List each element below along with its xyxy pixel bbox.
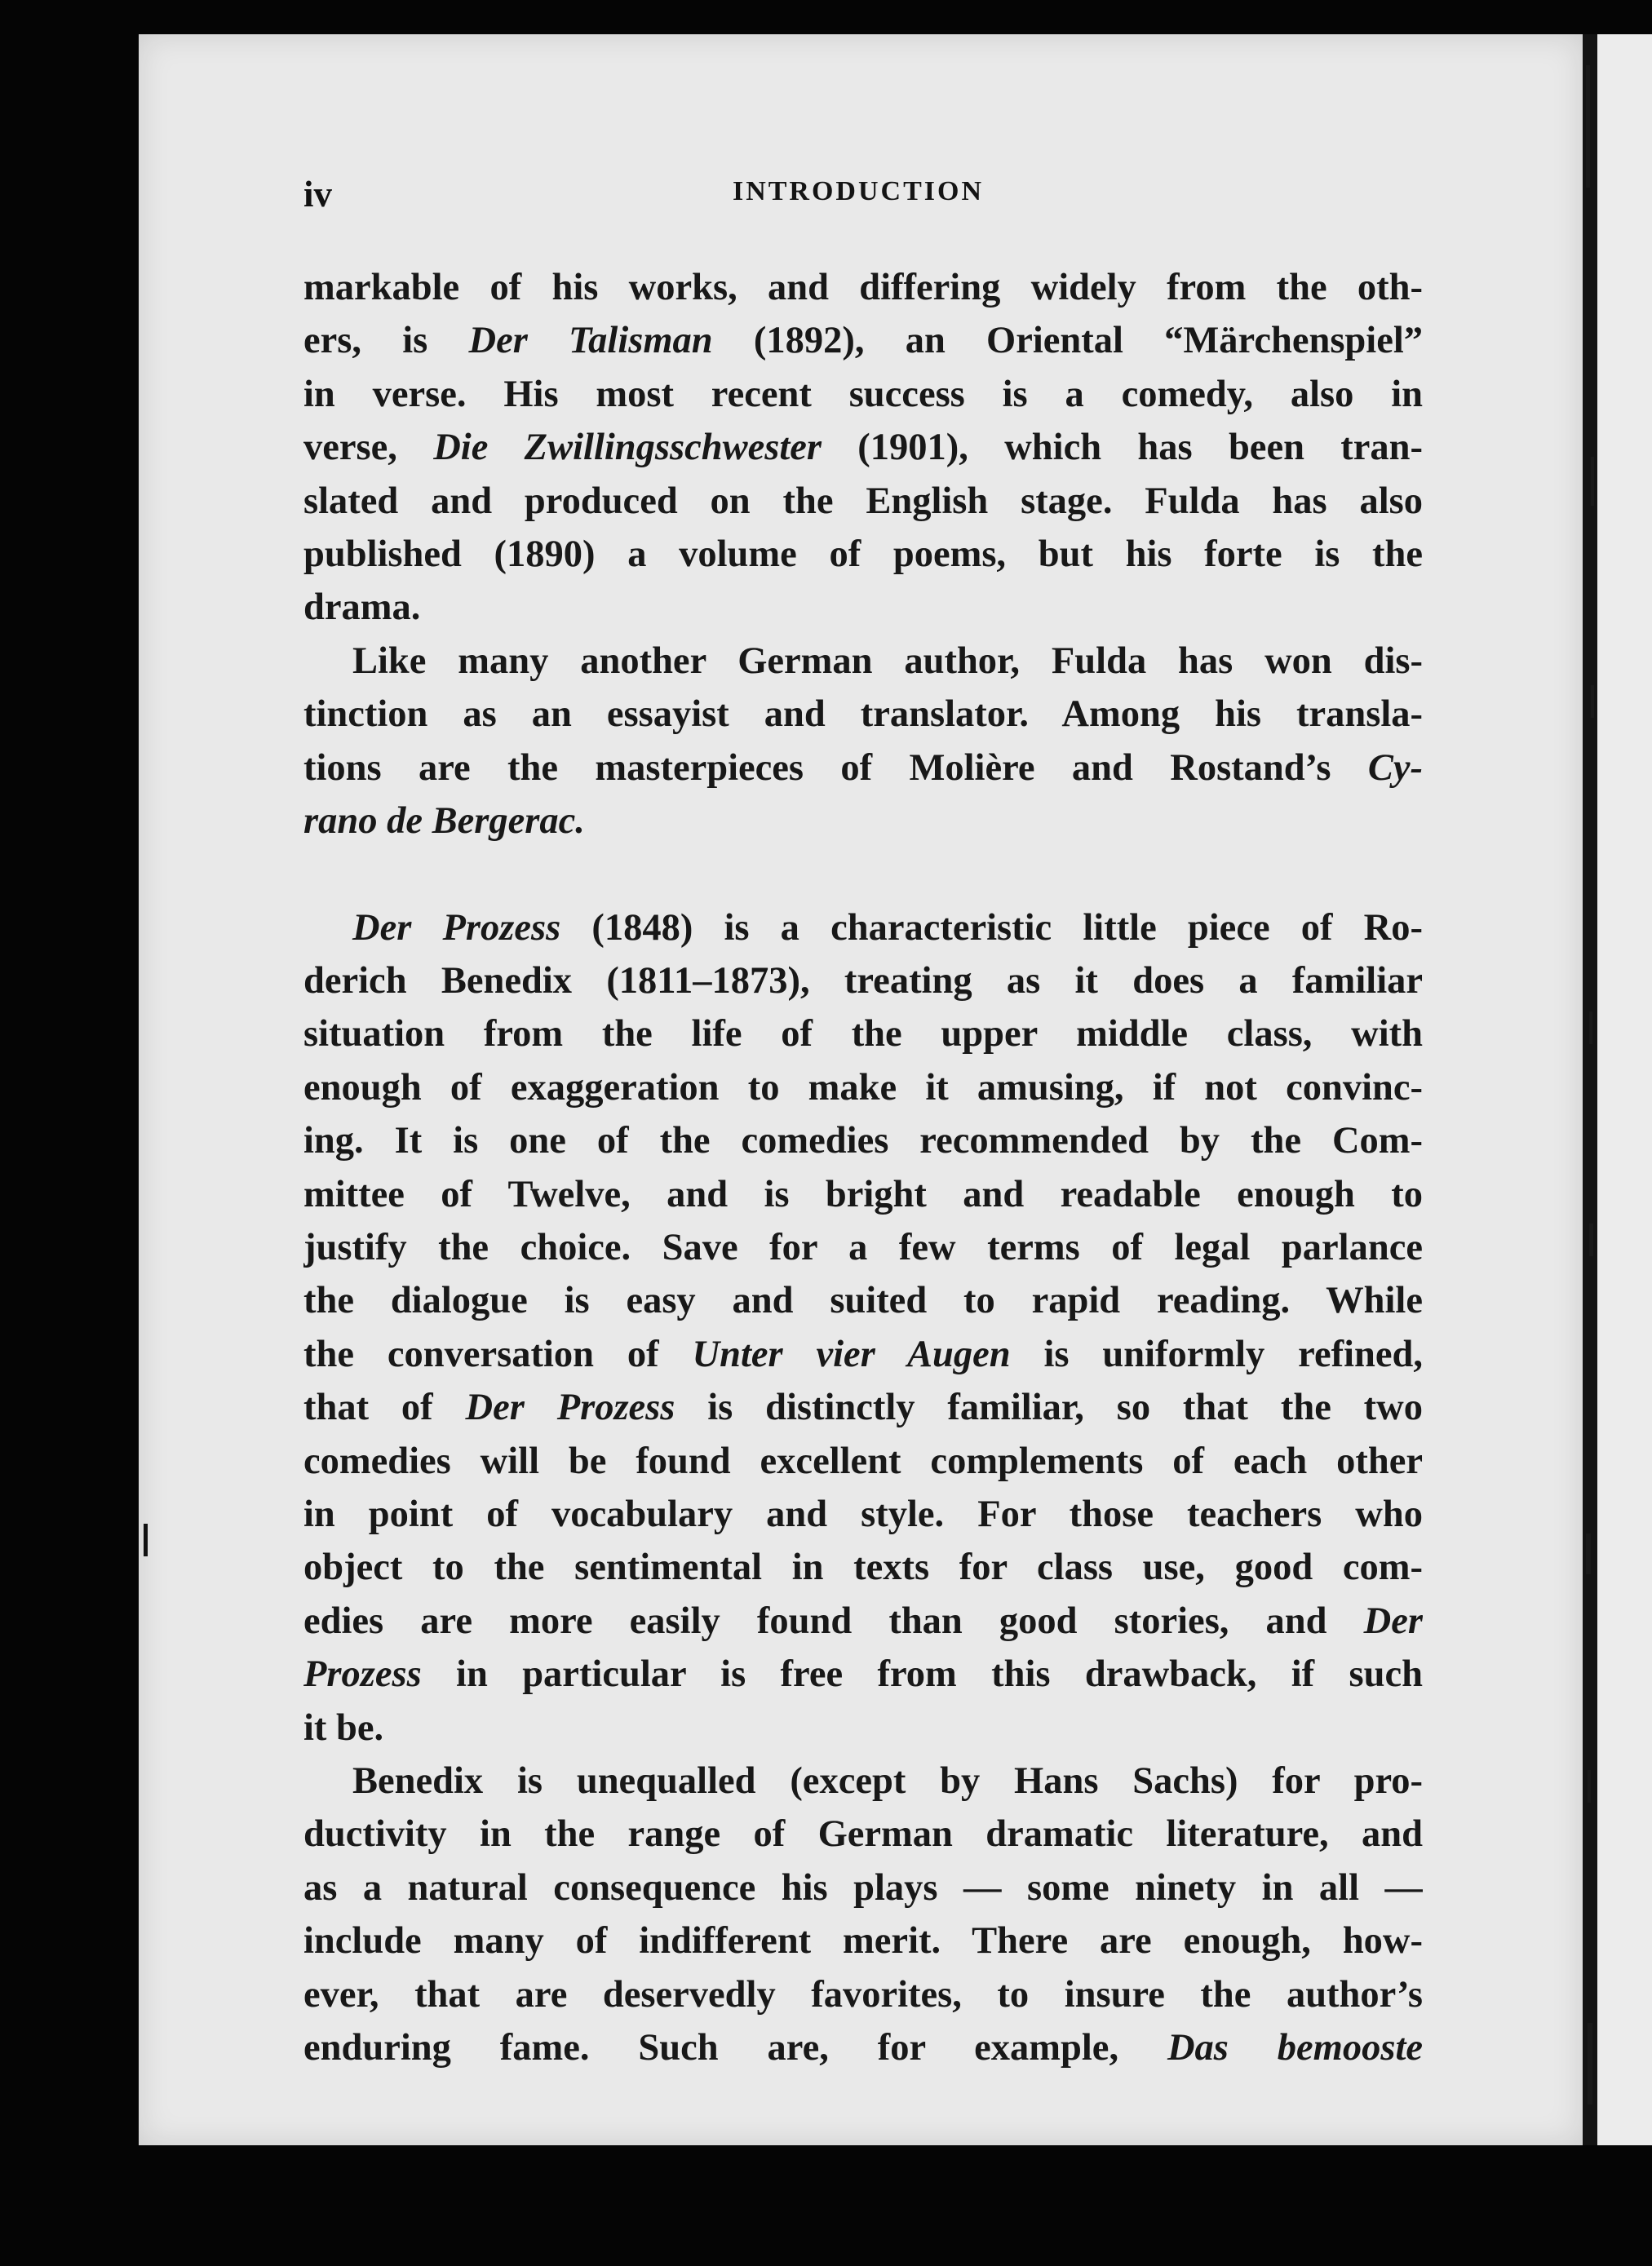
text-line: tinction as an essayist and translator. Among his transla- <box>303 693 1423 736</box>
text-line: published (1890) a volume of poems, but his forte is the <box>303 533 1423 575</box>
running-head: INTRODUCTION <box>732 176 985 206</box>
page-gutter <box>1583 34 1597 2145</box>
text-line: verse, Die Zwillingsschwester (1901), which has been tran- <box>303 427 1423 469</box>
body-text <box>303 261 1423 2074</box>
text-line: comedies will be found excellent complements of each other <box>303 1440 1423 1482</box>
facing-page-edge <box>1597 34 1652 2145</box>
text-line: derich Benedix (1811–1873), treating as it does a familiar <box>303 960 1423 1002</box>
text-line: justify the choice. Save for a few terms of legal parlance <box>303 1227 1423 1269</box>
text-line: ductivity in the range of German dramatic literature, and <box>303 1813 1423 1856</box>
text-line: in point of vocabulary and style. For those teachers who <box>303 1493 1423 1535</box>
text-line: object to the sentimental in texts for class use, good com- <box>303 1547 1423 1589</box>
scan-mark <box>144 1524 148 1556</box>
text-line: slated and produced on the English stage. Fulda has also <box>303 480 1423 522</box>
text-line: tions are the masterpieces of Molière and Rostand’s Cy- <box>303 746 1423 789</box>
text-line: situation from the life of the upper middle class, with <box>303 1013 1423 1056</box>
text-line: it be. <box>303 1706 384 1749</box>
text-line: that of Der Prozess is distinctly familiar, so that the two <box>303 1387 1423 1429</box>
text-line: in verse. His most recent success is a comedy, also in <box>303 373 1423 415</box>
text-line: the conversation of Unter vier Augen is uniformly refined, <box>303 1333 1423 1375</box>
text-line: enduring fame. Such are, for example, Das bemooste <box>303 2026 1423 2069</box>
text-line: ever, that are deservedly favorites, to insure the author’s <box>303 1973 1423 2016</box>
text-line: the dialogue is easy and suited to rapid reading. While <box>303 1280 1423 1322</box>
paragraph-gap <box>303 848 1423 901</box>
page-header <box>303 173 1421 222</box>
text-line: Benedix is unequalled (except by Hans Sachs) for pro- <box>352 1759 1423 1802</box>
page-number: iv <box>303 174 333 215</box>
text-line: ers, is Der Talisman (1892), an Oriental “Märchenspiel” <box>303 320 1423 362</box>
text-line: Like many another German author, Fulda has won dis- <box>352 640 1423 682</box>
text-line: enough of exaggeration to make it amusing, if not convinc- <box>303 1066 1423 1109</box>
text-line: edies are more easily found than good stories, and Der <box>303 1600 1423 1642</box>
text-line: Prozess in particular is free from this drawback, if such <box>303 1653 1423 1696</box>
text-line: as a natural consequence his plays — some ninety in all — <box>303 1866 1423 1909</box>
text-line: markable of his works, and differing widely from the oth- <box>303 267 1423 308</box>
text-line: rano de Bergerac. <box>303 799 585 842</box>
text-line: mittee of Twelve, and is bright and readable enough to <box>303 1173 1423 1215</box>
text-line: ing. It is one of the comedies recommended by the Com- <box>303 1120 1423 1162</box>
text-line: drama. <box>303 586 421 629</box>
text-line: Der Prozess (1848) is a characteristic little piece of Ro- <box>352 906 1423 949</box>
text-line: include many of indifferent merit. There are enough, how- <box>303 1920 1423 1963</box>
